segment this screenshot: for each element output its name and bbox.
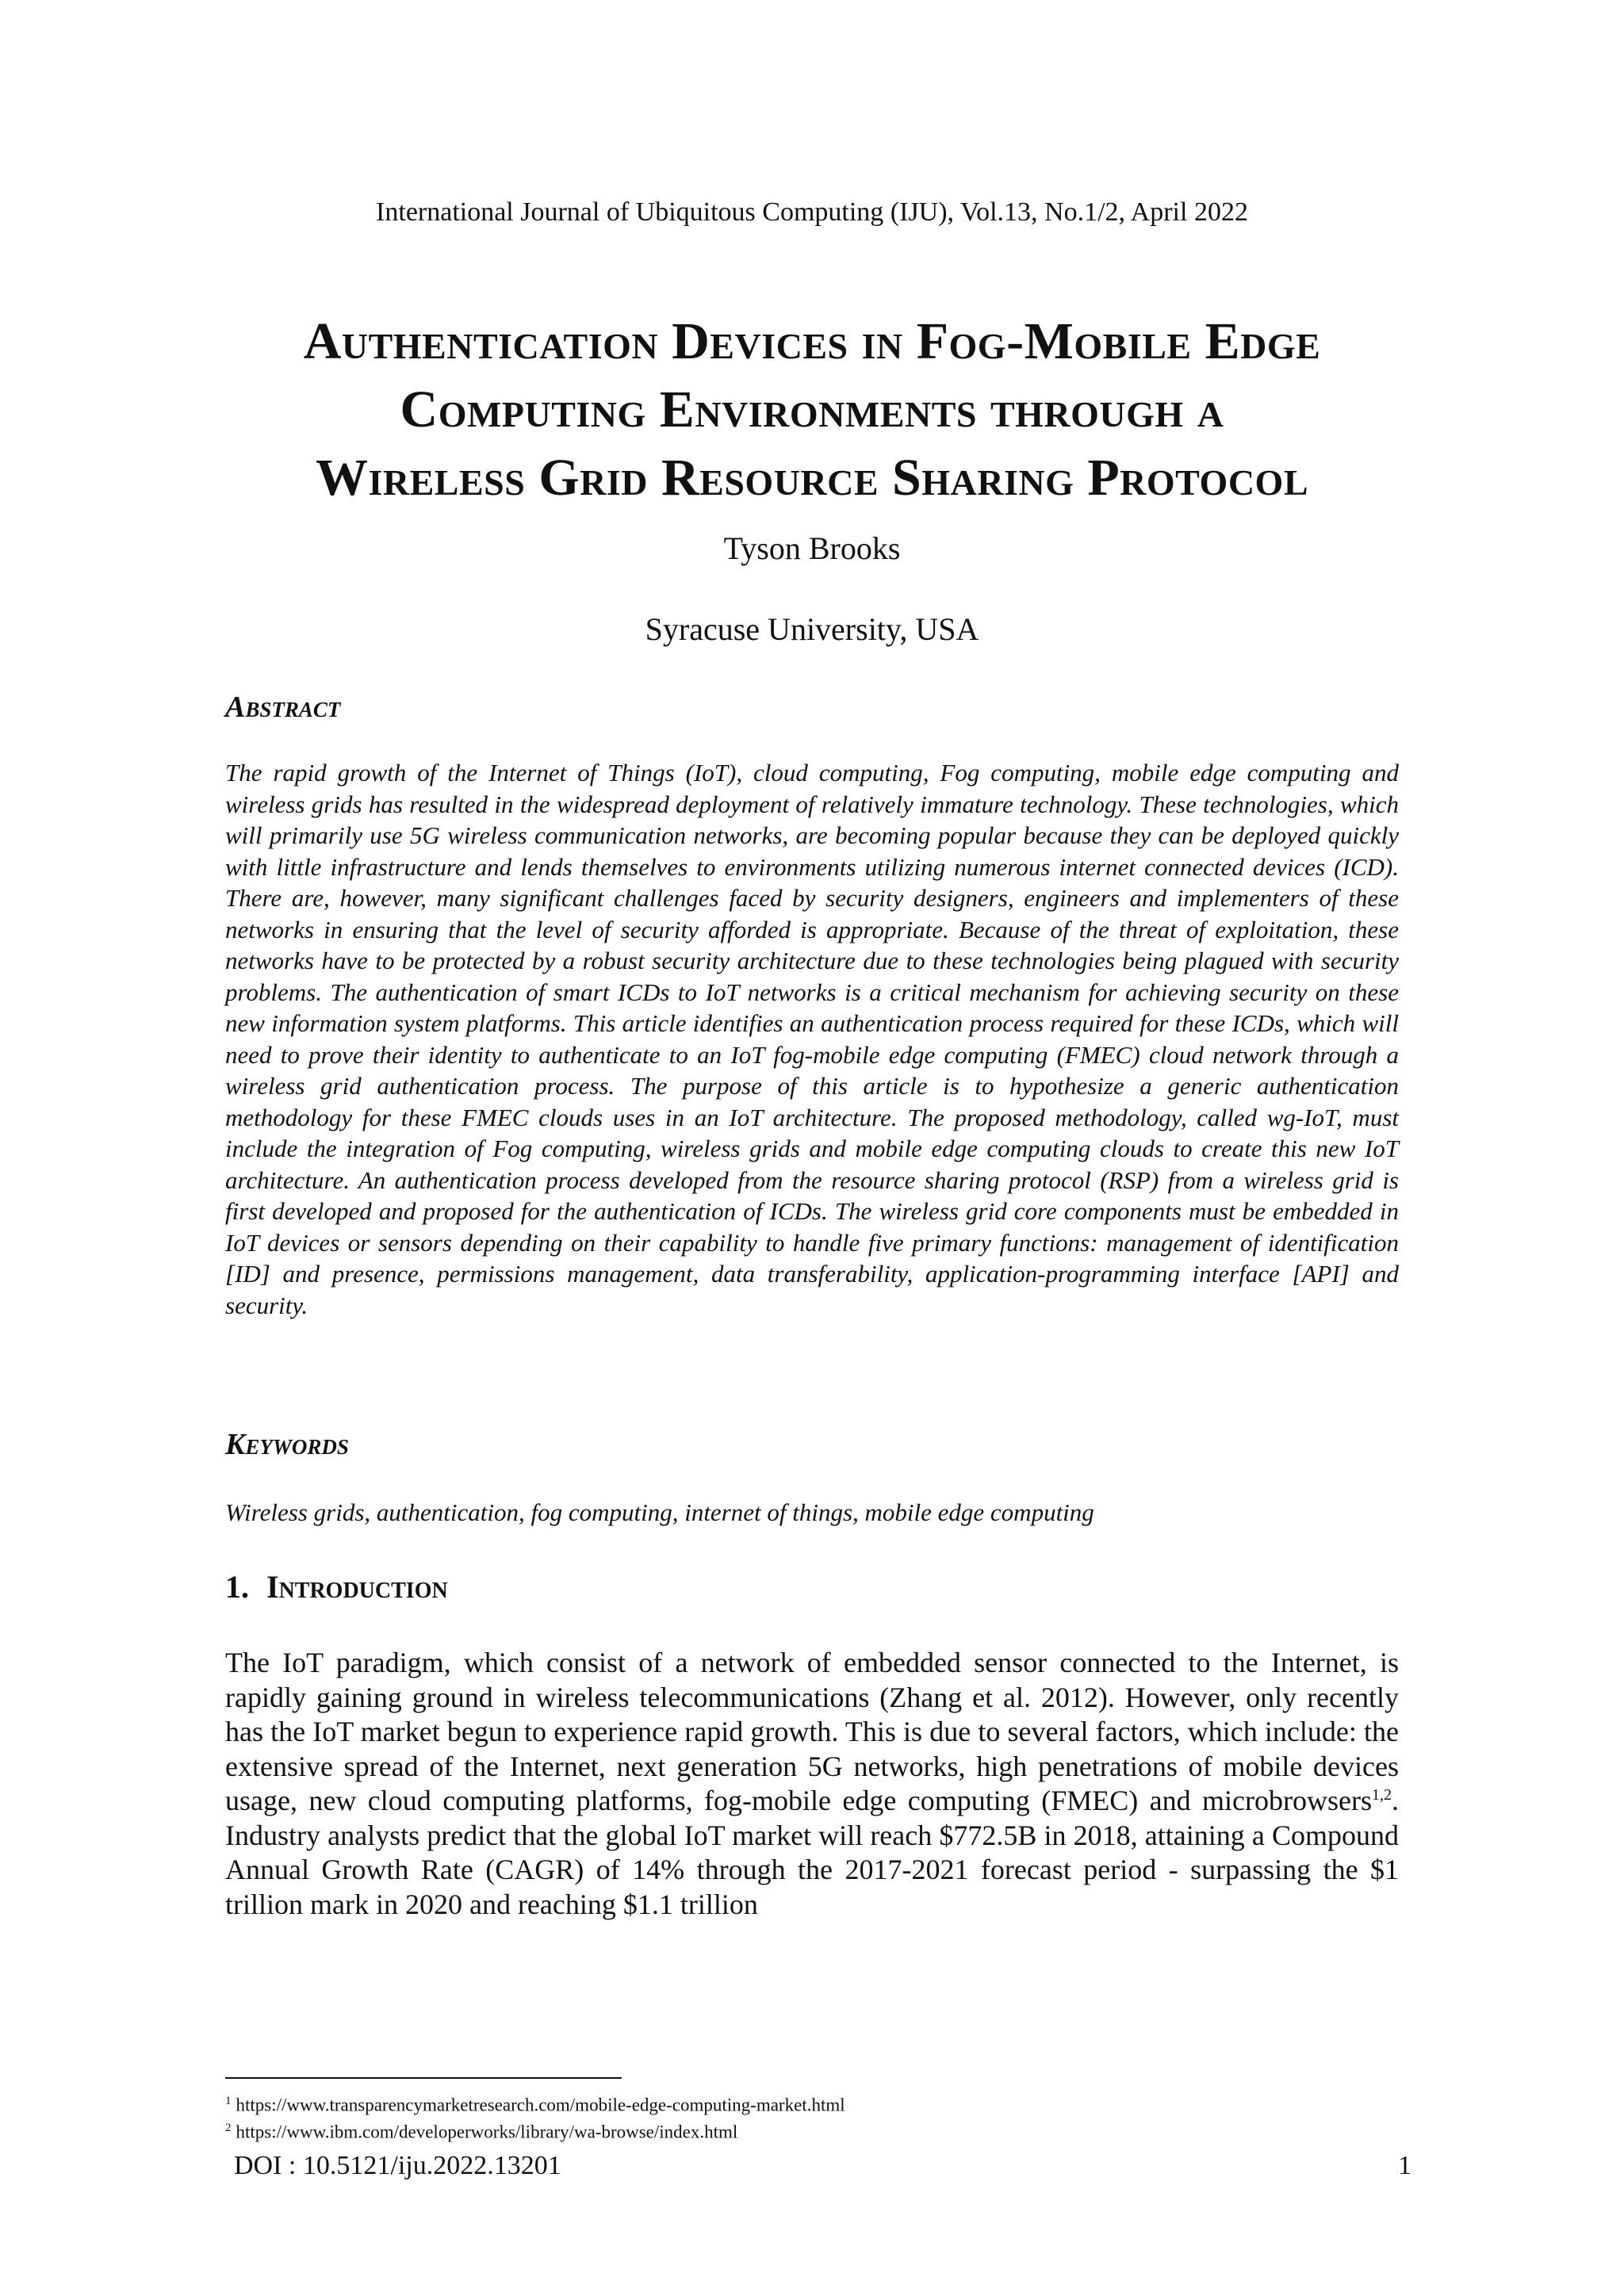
paper-title	[190, 308, 1434, 512]
title-line: Computing Environments through a	[400, 381, 1224, 438]
footnote-mark: 2	[225, 2121, 232, 2134]
footnote-divider	[225, 2077, 622, 2079]
paragraph-text: . Industry analysts predict that the global IoT market will reach $772.5B in 2018, attaining a Compound Annual Growth Rate (CAGR) of 14% through the 2017-2021 forecast period - surpassing the $1 trillion mark in 2020 and reaching $1.1 trillion	[225, 1785, 1399, 1920]
keywords-heading: Keywords	[225, 1428, 349, 1461]
footnote-mark: 1	[225, 2095, 232, 2107]
footnote	[225, 2117, 1399, 2144]
footnote-url: https://www.transparencymarketresearch.com/mobile-edge-computing-market.html	[236, 2095, 845, 2115]
doi-label: DOI : 10.5121/iju.2022.13201	[234, 2151, 561, 2180]
section-number: 1.	[225, 1569, 249, 1605]
keywords-text: Wireless grids, authentication, fog computing, internet of things, mobile edge computing	[225, 1498, 1094, 1526]
author-affiliation: Syracuse University, USA	[645, 611, 979, 647]
footnote-url: https://www.ibm.com/developerworks/library/wa-browse/index.html	[236, 2122, 738, 2142]
title-line: Authentication Devices in Fog-Mobile Edge	[303, 312, 1321, 370]
footnotes	[225, 2090, 1399, 2143]
abstract-text: The rapid growth of the Internet of Things (IoT), cloud computing, Fog computing, mobile edge computing and wireless grids has resulted in the widespread deployment of relatively immature technology. These technologies, which will primarily use 5G wireless communication networks, are becoming popular because they can be deployed quickly with little infrastructure and lends themselves to environments utilizing numerous internet connected devices (ICD). There are, however, many significant challenges faced by security designers, engineers and implementers of these networks in ensuring that the level of security afforded is appropriate. Because of the threat of exploitation, these networks have to be protected by a robust security architecture due to these technologies being plagued with security problems. The authentication of smart ICDs to IoT networks is a critical mechanism for achieving security on these new information system platforms. This article identifies an authentication process required for these ICDs, which will need to prove their identity to authenticate to an IoT fog-mobile edge computing (FMEC) cloud network through a wireless grid authentication process. The purpose of this article is to hypothesize a generic authentication methodology for these FMEC clouds uses in an IoT architecture. The proposed methodology, called wg-IoT, must include the integration of Fog computing, wireless grids and mobile edge computing clouds to create this new IoT architecture. An authentication process developed from the resource sharing protocol (RSP) from a wireless grid is first developed and proposed for the authentication of ICDs. The wireless grid core components must be embedded in IoT devices or sensors depending on their capability to handle five primary functions: management of identification [ID] and presence, permissions management, data transferability, application-programming interface [API] and security.	[225, 759, 1399, 1319]
paragraph-text: The IoT paradigm, which consist of a network of embedded sensor connected to the Internet, is rapidly gaining ground in wireless telecommunications (Zhang et al. 2012). However, only recently has the IoT market begun to experience rapid growth. This is due to several factors, which include: the extensive spread of the Internet, next generation 5G networks, high penetrations of mobile devices usage, new cloud computing platforms, fog-mobile edge computing (FMEC) and microbrowsers	[225, 1647, 1399, 1816]
journal-header: International Journal of Ubiquitous Computing (IJU), Vol.13, No.1/2, April 2022	[376, 197, 1248, 227]
author-name: Tyson Brooks	[723, 530, 901, 566]
page-number: 1	[1398, 2151, 1411, 2180]
title-line: Wireless Grid Resource Sharing Protocol	[315, 449, 1308, 507]
introduction-paragraph	[225, 1646, 1399, 1922]
introduction-heading	[225, 1568, 448, 1606]
footnote	[225, 2090, 1399, 2117]
abstract-heading: Abstract	[225, 691, 341, 724]
footnote-reference: 1,2	[1372, 1786, 1392, 1804]
section-title: Introduction	[266, 1569, 448, 1605]
